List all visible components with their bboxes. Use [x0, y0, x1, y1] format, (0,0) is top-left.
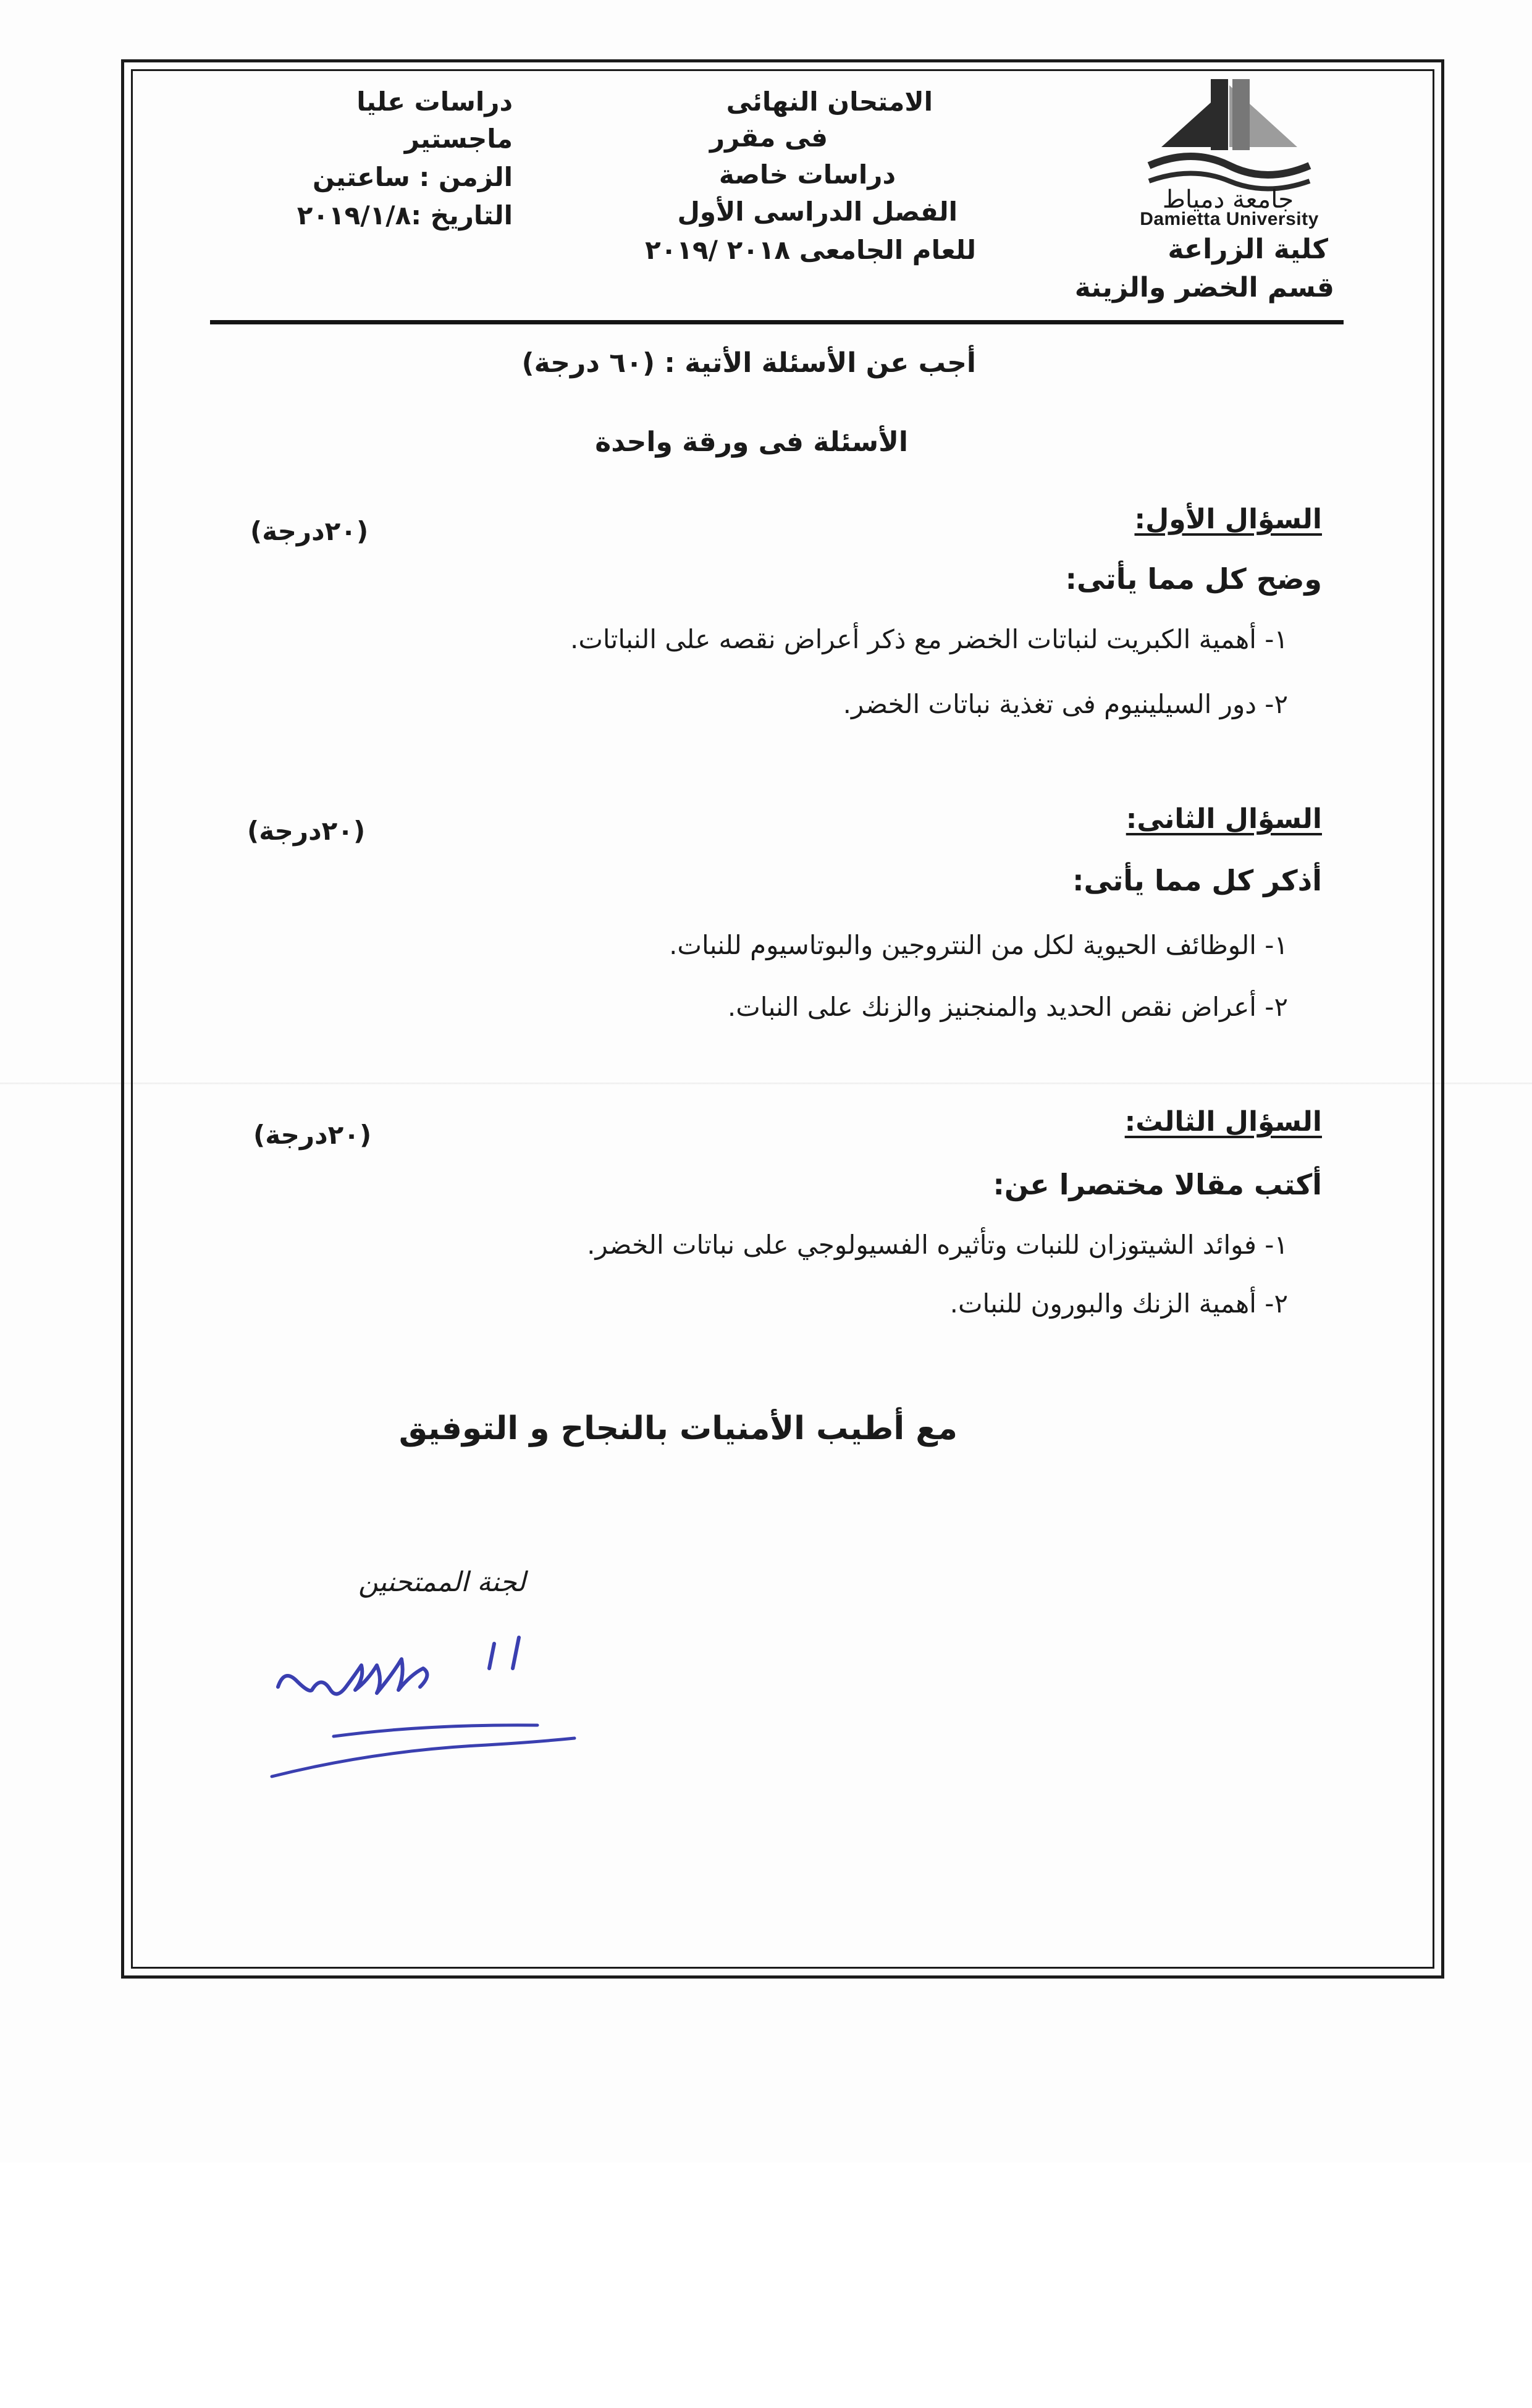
instructions-answer-all: أجب عن الأسئلة الأتية : (٦٠ درجة) — [521, 347, 976, 379]
examiners-committee-label: لجنة الممتحنين — [358, 1566, 526, 1598]
question-2-item-2: ٢- أعراض نقص الحديد والمنجنيز والزنك على النبات. — [727, 992, 1288, 1022]
question-1-intro: وضح كل مما يأتى: — [1065, 562, 1322, 596]
question-1-item-2: ٢- دور السيلينيوم فى تغذية نباتات الخضر. — [843, 689, 1288, 719]
exam-date: التاريخ :٢٠١٩/١/٨ — [297, 200, 513, 230]
question-1-marks: (٢٠درجة) — [250, 516, 369, 546]
question-3-item-2: ٢- أهمية الزنك والبورون للنبات. — [949, 1288, 1288, 1319]
semester: الفصل الدراسى الأول — [677, 196, 958, 227]
question-3-marks: (٢٠درجة) — [253, 1120, 372, 1150]
department-name: قسم الخضر والزينة — [1074, 272, 1334, 303]
question-3-intro: أكتب مقالا مختصرا عن: — [993, 1168, 1322, 1201]
university-name-english: Damietta University — [1140, 209, 1319, 229]
question-2-marks: (٢٠درجة) — [247, 816, 366, 846]
university-logo-icon — [1137, 73, 1322, 203]
exam-title: الامتحان النهائى — [726, 87, 933, 117]
question-2-item-1: ١- الوظائف الحيوية لكل من النتروجين والبوتاسيوم للنبات. — [669, 930, 1288, 960]
question-1-title: السؤال الأول: — [1134, 504, 1322, 535]
closing-wishes: مع أطيب الأمنيات بالنجاح و التوفيق — [398, 1410, 958, 1447]
exam-duration: الزمن : ساعتين — [313, 162, 513, 192]
program-label: دراسات عليا — [356, 87, 513, 117]
degree-label: ماجستير — [404, 124, 513, 154]
header-divider — [210, 320, 1344, 324]
instructions-one-sheet: الأسئلة فى ورقة واحدة — [595, 426, 908, 458]
handwritten-signature-icon — [259, 1613, 605, 1798]
course-name: دراسات خاصة — [718, 159, 896, 190]
faculty-name: كلية الزراعة — [1168, 234, 1328, 265]
course-prefix: فى مقرر — [709, 122, 828, 153]
question-1-item-1: ١- أهمية الكبريت لنباتات الخضر مع ذكر أعراض نقصه على النباتات. — [570, 624, 1288, 654]
university-name-arabic: جامعة دمياط — [1162, 185, 1294, 214]
question-2-intro: أذكر كل مما يأتى: — [1072, 864, 1322, 897]
question-2-title: السؤال الثانى: — [1126, 803, 1322, 835]
academic-year: للعام الجامعى ٢٠١٨ /٢٠١٩ — [645, 235, 976, 265]
question-3-item-1: ١- فوائد الشيتوزان للنبات وتأثيره الفسيولوجي على نباتات الخضر. — [587, 1230, 1288, 1260]
question-3-title: السؤال الثالث: — [1124, 1106, 1322, 1138]
